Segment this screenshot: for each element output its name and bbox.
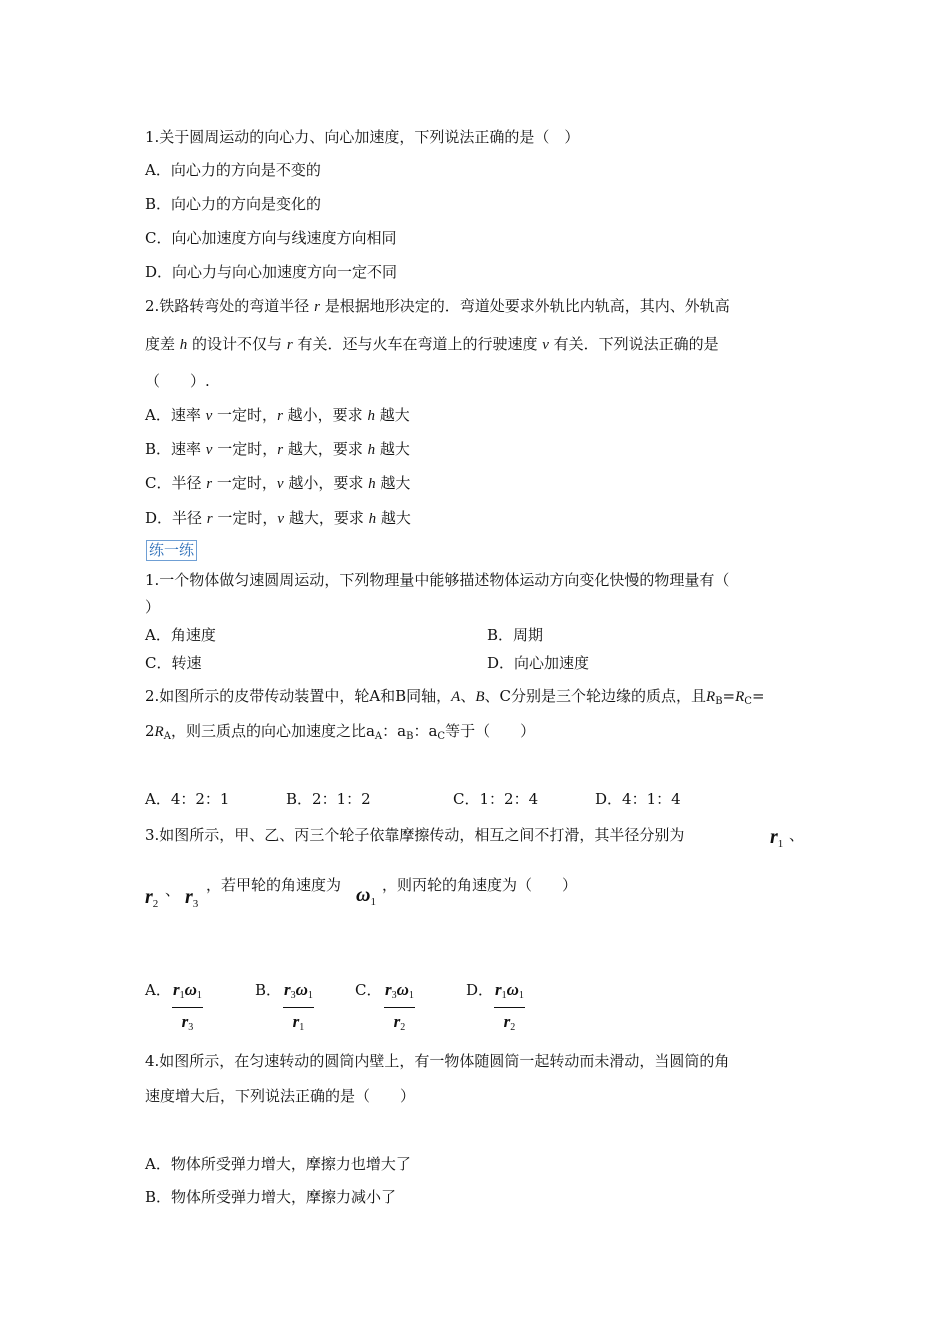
practice-q3-comma1: 、 — [789, 826, 805, 844]
practice-q3-omega1: $\omega_1$ — [356, 884, 376, 908]
q1-option-a: A．向心力的方向是不变的 — [145, 161, 321, 179]
practice-q4-option-b: B．物体所受弹力增大，摩擦力减小了 — [145, 1188, 397, 1206]
q2-option-b: B．速率 v 一定时，r 越大，要求 h 越大 — [145, 440, 410, 458]
q2-stem-line1: 2.铁路转弯处的弯道半径 r 是根据地形决定的．弯道处要求外轨比内轨高，其内、外轨高 — [145, 297, 730, 315]
practice-q2-option-c: C．1：2：4 — [453, 790, 539, 808]
practice-q3-line2-mid: ，若甲轮的角速度为 — [206, 876, 342, 894]
practice-q4-option-a: A．物体所受弹力增大，摩擦力也增大了 — [145, 1155, 411, 1173]
practice-q3-line2-post: ，则丙轮的角速度为（ ） — [382, 876, 578, 894]
practice-q2-option-d: D．4：1：4 — [595, 790, 681, 808]
practice-q3-option-d-label: D． — [466, 981, 494, 999]
practice-q2-line2: $2R_A$，则三质点的向心加速度之比$a_A$：$a_B$：$a_C$等于（ ） — [145, 722, 536, 742]
q2-option-a: A．速率 v 一定时，r 越小，要求 h 越大 — [145, 406, 410, 424]
practice-q3-r2: $r_2$ — [145, 886, 159, 910]
practice-q1-line2: ） — [145, 598, 161, 616]
q2-option-c: C．半径 r 一定时，v 越小，要求 h 越大 — [145, 474, 411, 492]
practice-q3-option-b-fraction: $\frac{r3\omega 1}{r1}$ — [284, 980, 313, 1033]
q2-stem-line2: 度差 h 的设计不仅与 r 有关．还与火车在弯道上的行驶速度 v 有关．下列说法正确的是 — [145, 335, 719, 353]
practice-q1-option-a: A．角速度 — [145, 626, 216, 644]
practice-q3-option-b-label: B． — [255, 981, 282, 999]
practice-q1-option-c: C．转速 — [145, 654, 202, 672]
q1-option-b: B．向心力的方向是变化的 — [145, 195, 322, 213]
practice-q4-line1: 4.如图所示，在匀速转动的圆筒内壁上，有一物体随圆筒一起转动而未滑动，当圆筒的角 — [145, 1052, 730, 1070]
practice-q3-line1: 3.如图所示，甲、乙、丙三个轮子依靠摩擦传动，相互之间不打滑，其半径分别为 — [145, 826, 685, 844]
practice-q2-line1: 2.如图所示的皮带传动装置中，轮A和B同轴，A、B、C分别是三个轮边缘的质点，且$R_B=R_C=$ — [145, 687, 765, 707]
practice-heading: 练一练 — [146, 540, 197, 561]
practice-q3-option-d-fraction: $\frac{r1\omega 1}{r2}$ — [495, 980, 524, 1033]
practice-q3-r3: $r_3$ — [185, 886, 199, 910]
practice-q1-option-d: D．向心加速度 — [487, 654, 590, 672]
practice-q3-r1: $r_1$ — [770, 826, 784, 850]
practice-q3-option-c-fraction: $\frac{r3\omega 1}{r2}$ — [385, 980, 414, 1033]
practice-q3-comma2: 、 — [165, 881, 181, 899]
practice-q3-option-a-label: A． — [145, 981, 171, 999]
practice-q3-option-a-fraction: $\frac{r1\omega 1}{r3}$ — [173, 980, 202, 1033]
practice-q1-option-b: B．周期 — [487, 626, 544, 644]
q1-option-d: D．向心力与向心加速度方向一定不同 — [145, 263, 398, 281]
practice-q2-option-b: B．2：1：2 — [286, 790, 371, 808]
practice-q1-line1: 1.一个物体做匀速圆周运动，下列物理量中能够描述物体运动方向变化快慢的物理量有（ — [145, 571, 730, 589]
q1-option-c: C．向心加速度方向与线速度方向相同 — [145, 229, 397, 247]
q2-option-d: D．半径 r 一定时，v 越大，要求 h 越大 — [145, 509, 411, 527]
practice-q4-line2: 速度增大后，下列说法正确的是（ ） — [145, 1087, 416, 1105]
practice-q2-option-a: A．4：2：1 — [145, 790, 230, 808]
q2-stem-line3: （ ）. — [145, 372, 210, 390]
practice-q3-option-c-label: C． — [355, 981, 382, 999]
q1-stem: 1.关于圆周运动的向心力、向心加速度，下列说法正确的是（ ） — [145, 128, 580, 146]
